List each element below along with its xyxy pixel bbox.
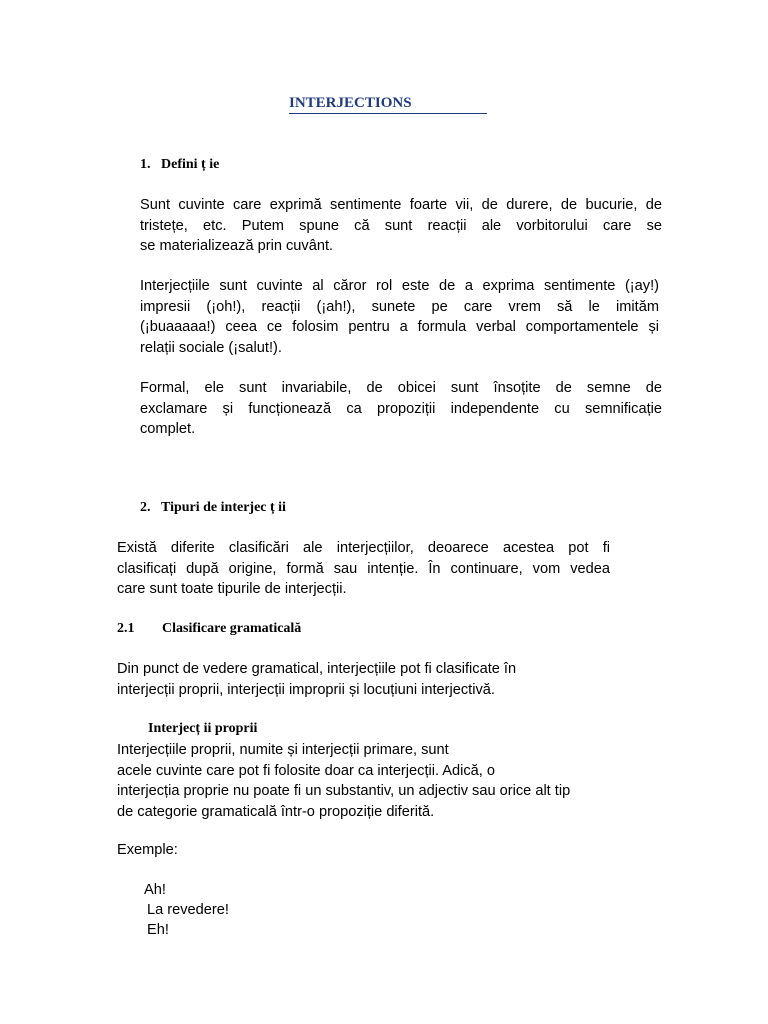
example-text: Eh! <box>147 922 169 938</box>
paragraph-proper <box>117 740 609 822</box>
text-line: relații sociale (¡salut!). <box>140 339 282 356</box>
text-line: care sunt toate tipurile de interjecții. <box>117 581 347 597</box>
paragraph-definition-1 <box>140 195 662 257</box>
text-line: Interjecțiile proprii, numite și interjecții primare, sunt <box>117 742 449 758</box>
proper-interjections-heading <box>146 721 257 737</box>
example-text: La revedere! <box>147 902 229 918</box>
text-line: se materializează prin cuvânt. <box>140 238 334 254</box>
text-line: (¡buaaaaa!) ceea ce folosim pentru a formula verbal comportamentele și <box>140 319 659 335</box>
subsection-2-1-heading <box>117 621 301 637</box>
section-number: 2. <box>140 500 151 515</box>
text-line: interjecții proprii, interjecții improprii și locuțiuni interjectivă. <box>117 681 495 698</box>
section-2-heading <box>140 500 286 516</box>
text-line: Sunt cuvinte care exprimă sentimente foarte vii, de durere, de bucurie, de <box>140 197 662 213</box>
example-item <box>145 922 169 938</box>
paragraph-definition-3 <box>140 378 662 440</box>
examples-label: Exemple: <box>117 842 178 858</box>
text-line: Din punct de vedere gramatical, interjecțiile pot fi clasificate în <box>117 661 517 677</box>
subsection-title: Interjecț ii proprii <box>148 721 258 736</box>
text-line: Interjecțiile sunt cuvinte al căror rol este de a exprima sentimente (¡ay!) <box>140 278 659 294</box>
text-line: exclamare și funcționează ca propoziții independente cu semnificație <box>140 400 662 417</box>
text-line: Formal, ele sunt invariabile, de obicei sunt însoțite de semne de <box>140 380 662 396</box>
page-title: INTERJECTIONS <box>289 95 487 114</box>
paragraph-definition-2 <box>140 276 659 358</box>
example-item <box>142 882 166 898</box>
paragraph-types <box>117 538 610 600</box>
text-line: interjecția proprie nu poate fi un substantiv, un adjectiv sau orice alt tip <box>117 783 571 799</box>
text-line: impresii (¡oh!), reacții (¡ah!), sunete pe care vrem să le imităm <box>140 298 659 315</box>
subsection-title: Clasificare gramaticală <box>162 621 302 636</box>
text-line: clasificați după origine, formă sau intenție. În continuare, vom vedea <box>117 560 610 577</box>
example-text: Ah! <box>144 882 166 898</box>
section-title: Tipuri de interjec ț ii <box>161 500 286 515</box>
section-1-heading <box>140 157 219 173</box>
text-line: de categorie gramaticală într-o propoziție diferită. <box>117 803 435 820</box>
subsection-number: 2.1 <box>117 621 135 636</box>
paragraph-grammatical <box>117 659 537 700</box>
text-line: Există diferite clasificări ale interjecțiilor, deoarece acestea pot fi <box>117 540 610 556</box>
text-line: acele cuvinte care pot fi folosite doar ca interjecții. Adică, o <box>117 762 496 779</box>
section-title: Defini ț ie <box>161 157 220 172</box>
text-line: complet. <box>140 421 196 437</box>
example-item <box>145 902 229 918</box>
text-line: tristețe, etc. Putem spune că sunt reacții ale vorbitorului care se <box>140 217 662 234</box>
section-number: 1. <box>140 157 151 172</box>
